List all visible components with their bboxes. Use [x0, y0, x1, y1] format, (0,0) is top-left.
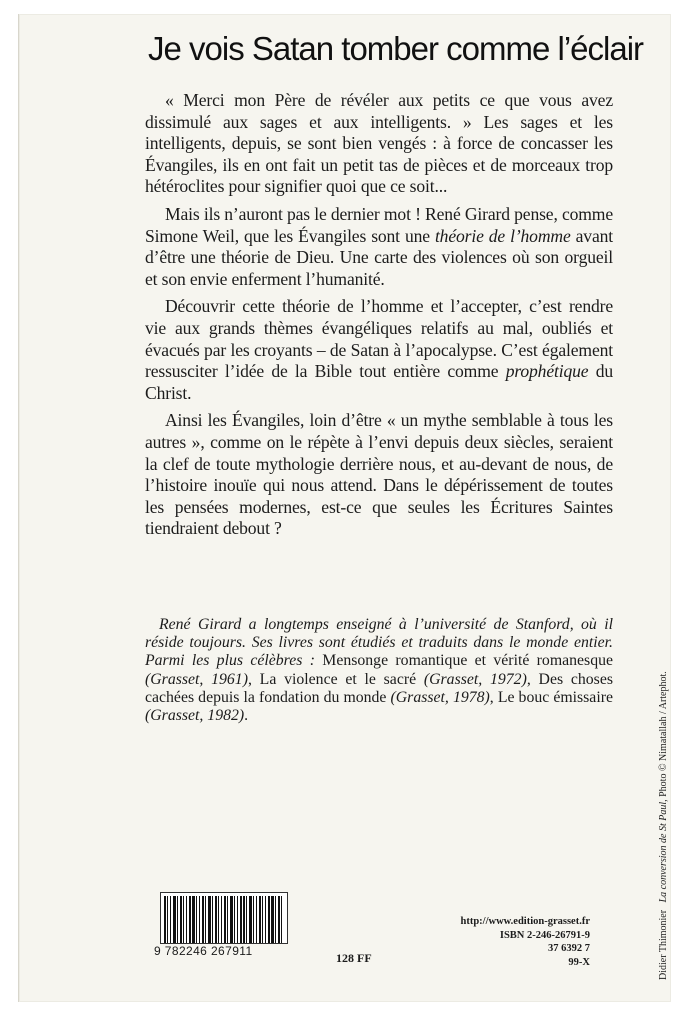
barcode-bar	[186, 896, 187, 943]
barcode-bar	[164, 896, 166, 943]
barcode-digits: 9 782246 267911	[154, 944, 253, 958]
barcode-bar	[278, 896, 280, 943]
blurb	[145, 90, 613, 546]
barcode	[154, 892, 288, 962]
barcode-bar	[259, 896, 261, 943]
barcode-bars	[160, 892, 288, 944]
barcode-bar	[205, 896, 206, 943]
imprint-code: 37 6392 7	[548, 943, 590, 954]
barcode-bar	[218, 896, 219, 943]
barcode-bar	[177, 896, 178, 943]
barcode-bar	[227, 896, 228, 943]
barcode-bar	[208, 896, 211, 943]
book-title: Je vois Satan tomber comme l’éclair	[148, 30, 644, 67]
cover-credit: Didier Thimonier La conversion de St Paul, Photo © Nimatallah / Artephot.	[658, 671, 669, 980]
publisher-imprint	[430, 915, 590, 969]
barcode-bar	[167, 896, 168, 943]
isbn: ISBN 2-246-26791-9	[499, 929, 590, 941]
barcode-bar	[224, 896, 226, 943]
barcode-bar	[243, 896, 245, 943]
barcode-bar	[183, 896, 184, 943]
barcode-bar	[180, 896, 182, 943]
barcode-bar	[271, 896, 274, 943]
barcode-bar	[221, 896, 222, 943]
barcode-bar	[265, 896, 266, 943]
barcode-bar	[281, 896, 282, 943]
author-bio: René Girard a longtemps enseigné à l’université de Stanford, où il réside toujours. Ses livres sont étudiés et traduits dans le monde entier. Parmi les plus célèbres : Mensonge romantique et vérité romanesque (Grasset, 1961), La violence et le sacré (Grasset, 1972), Des choses cachées depuis la fondation du monde (Grasset, 1978), Le bouc émissaire (Grasset, 1982).	[145, 616, 613, 725]
barcode-bar	[275, 896, 276, 943]
barcode-bar	[268, 896, 270, 943]
barcode-bar	[230, 896, 233, 943]
barcode-bar	[249, 896, 252, 943]
barcode-bar	[246, 896, 247, 943]
blurb-paragraph-2: Mais ils n’auront pas le dernier mot ! René Girard pense, comme Simone Weil, que les Évangiles sont une théorie de l’homme avant d’être une théorie de Dieu. Une carte des violences où son orgueil et son envie enferment l’humanité.	[145, 203, 613, 289]
barcode-bar	[173, 896, 176, 943]
publisher-url: http://www.edition-grasset.fr	[460, 916, 590, 927]
barcode-bar	[189, 896, 191, 943]
barcode-bar	[170, 896, 171, 943]
barcode-bar	[237, 896, 238, 943]
blurb-paragraph-3: Découvrir cette théorie de l’homme et l’accepter, c’est rendre vie aux grands thèmes évangéliques relatifs au mal, oubliés et évacués par les croyants – de Satan à l’apocalypse. C’est également ressusciter l’idée de la Bible tout entière comme prophétique du Christ.	[145, 296, 613, 403]
barcode-bar	[202, 896, 204, 943]
barcode-bar	[253, 896, 254, 943]
imprint-ref: 99-X	[568, 956, 590, 968]
barcode-bar	[199, 896, 200, 943]
barcode-bar	[234, 896, 235, 943]
barcode-bar	[262, 896, 263, 943]
blurb-paragraph-1: « Merci mon Père de révéler aux petits ce que vous avez dissimulé aux sages et aux intelligents. » Les sages et les intelligents, depuis, se sont bien vengés : à force de concasser les Évangiles, ils en ont fait un petit tas de pièces et de morceaux trop hétéroclites pour signifier quoi que ce soit...	[145, 90, 613, 197]
barcode-bar	[215, 896, 217, 943]
barcode-bar	[256, 896, 257, 943]
barcode-bar	[240, 896, 242, 943]
barcode-bar	[196, 896, 197, 943]
blurb-paragraph-4: Ainsi les Évangiles, loin d’être « un mythe semblable à tous les autres », comme on le répète à l’envi depuis deux siècles, seraient la clef de toute mythologie derrière nous, et au-devant de nous, de l’histoire inouïe qui nous attend. Dans le dépérissement de toutes les pensées modernes, est-ce que seules les Écritures Saintes tiendraient debout ?	[145, 410, 613, 539]
barcode-bar	[192, 896, 195, 943]
barcode-bar	[212, 896, 213, 943]
price: 128 FF	[336, 951, 372, 965]
